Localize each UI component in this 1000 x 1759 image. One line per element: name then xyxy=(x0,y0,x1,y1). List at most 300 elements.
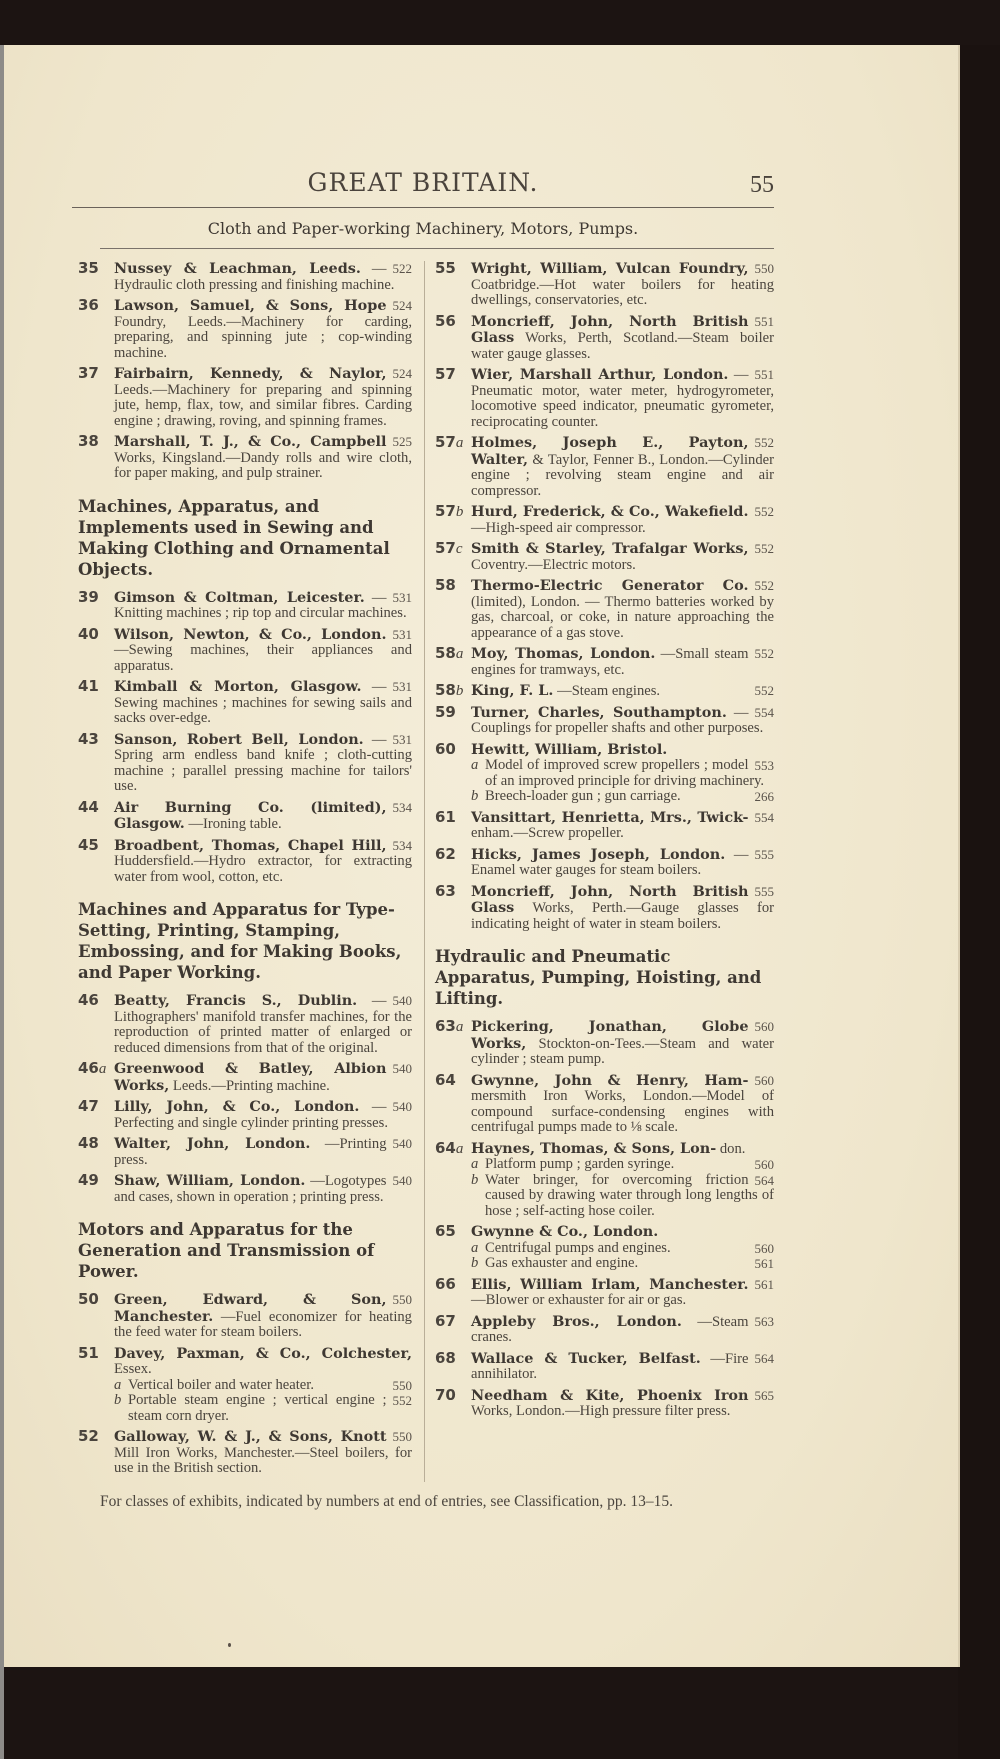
page-content xyxy=(72,167,774,1512)
exhibit-entry xyxy=(435,1138,774,1220)
section-heading: Hydraulic and Pneumatic Apparatus, Pumping, Hoisting, and Lifting. xyxy=(435,947,762,1008)
exhibit-text xyxy=(471,1277,774,1309)
exhibit-description: —Steam cranes. xyxy=(471,1313,749,1345)
exhibit-entry xyxy=(435,1274,774,1309)
exhibit-entry xyxy=(435,541,774,573)
exhibit-text xyxy=(471,847,774,879)
exhibit-number-value: 50 xyxy=(78,1290,99,1308)
exhibit-description: —Spring arm endless band knife ; cloth-cutting machine ; parallel pressing machine for tailors' use. xyxy=(114,731,412,794)
exhibit-text xyxy=(114,679,412,727)
exhibit-number xyxy=(78,1173,112,1189)
exhibit-number xyxy=(435,435,469,452)
exhibit-sub-item xyxy=(471,789,774,805)
exhibit-text xyxy=(114,590,412,622)
exhibit-entry xyxy=(78,1292,412,1341)
exhibitor-name: King, F. L. xyxy=(471,682,554,699)
exhibit-number-value: 70 xyxy=(435,1385,456,1404)
class-number: 552 xyxy=(754,541,774,556)
exhibit-number xyxy=(435,683,469,700)
class-number: 555 xyxy=(754,883,774,899)
exhibit-number xyxy=(78,434,112,450)
exhibitor-name: Fairbairn, Kennedy, & Naylor, xyxy=(114,365,387,382)
exhibit-text xyxy=(114,993,412,1056)
class-number: 531 xyxy=(392,679,412,694)
exhibit-number xyxy=(78,624,112,643)
exhibit-entry xyxy=(78,587,412,622)
exhibit-entry xyxy=(435,739,774,805)
exhibit-number-value: 46 xyxy=(78,991,99,1009)
exhibit-description: & Taylor, Fenner B., London.—Cylinder engine ; revolving steam engine and air compressor. xyxy=(471,451,774,499)
exhibit-number-value: 57 xyxy=(435,502,456,520)
exhibit-entry xyxy=(435,1070,774,1136)
exhibit-number xyxy=(78,1061,112,1078)
exhibit-description: mersmith Iron Works, London.—Model of compound surface-condensing engines with centrifugal pumps made to ⅛ scale. xyxy=(471,1088,774,1135)
exhibit-number xyxy=(435,881,469,900)
sub-item-letter: b xyxy=(471,788,479,804)
exhibit-description: —Enamel water gauges for steam boilers. xyxy=(471,846,749,878)
exhibit-entry xyxy=(435,311,774,363)
exhibit-description: Foundry, Leeds.—Machinery for carding, preparing, and spinning jute ; cop-winding machine. xyxy=(114,313,412,361)
exhibit-number-value: 55 xyxy=(435,259,456,277)
exhibit-text xyxy=(471,1019,774,1068)
class-number: 553 xyxy=(754,758,774,773)
exhibitor-name: Wier, Marshall Arthur, London. xyxy=(471,366,729,383)
exhibit-entry xyxy=(435,367,774,430)
exhibit-description: —Sewing machines, their appliances and apparatus. xyxy=(114,642,412,674)
exhibit-text xyxy=(114,1173,412,1205)
exhibit-number xyxy=(78,1136,112,1152)
exhibitor-name: Walter, John, London. xyxy=(114,1135,311,1152)
exhibit-number-value: 63 xyxy=(435,881,456,900)
sub-item-letter: b xyxy=(114,1392,122,1408)
scan-right-background xyxy=(958,45,1000,1759)
exhibit-sub-item xyxy=(114,1393,412,1424)
exhibit-entry xyxy=(435,435,774,499)
left-column xyxy=(72,261,424,1482)
subtitle-rule xyxy=(100,248,774,249)
exhibit-description: (limited), London. — Thermo batteries worked by gas, charcoal, or coke, in nature approaching the appearance of a gas stove. xyxy=(471,593,774,641)
exhibit-number-value: 60 xyxy=(435,739,456,758)
running-head xyxy=(72,167,774,199)
exhibitor-name: Wilson, Newton, & Co., London. xyxy=(114,625,387,643)
class-number: 554 xyxy=(754,809,774,825)
exhibit-number xyxy=(435,311,469,330)
exhibit-number-value: 63 xyxy=(435,1017,456,1035)
sub-item-text: Gas exhauster and engine. xyxy=(485,1255,639,1271)
exhibit-entry xyxy=(78,1099,412,1131)
exhibit-entry xyxy=(435,1385,774,1420)
exhibitor-name: Beatty, Francis S., Dublin. xyxy=(114,992,358,1009)
exhibit-text xyxy=(114,1346,412,1378)
sub-item-letter: b xyxy=(471,1171,479,1188)
exhibit-number-value: 45 xyxy=(78,835,99,854)
class-number: 564 xyxy=(754,1350,774,1366)
exhibit-number-value: 66 xyxy=(435,1274,456,1293)
entry-list xyxy=(78,261,412,482)
exhibit-number xyxy=(435,844,469,863)
exhibit-number xyxy=(435,1138,469,1158)
exhibit-text xyxy=(114,1292,412,1341)
sub-item-text: Model of improved screw propellers ; model of an improved principle for driving machinery. xyxy=(485,757,765,789)
exhibit-number-value: 59 xyxy=(435,702,456,721)
right-column xyxy=(425,261,774,1482)
exhibitor-name: Gimson & Coltman, Leicester. xyxy=(114,588,365,606)
exhibitor-name: Vansittart, Henrietta, Mrs., Twick- xyxy=(471,808,749,826)
exhibit-description: Works, London.—High pressure filter press. xyxy=(471,1403,731,1419)
exhibit-text xyxy=(471,504,774,536)
exhibit-number-value: 57 xyxy=(435,433,456,451)
exhibit-number-suffix: c xyxy=(455,541,463,557)
exhibit-number xyxy=(78,993,112,1009)
class-number: 552 xyxy=(392,1393,412,1408)
exhibit-text xyxy=(114,366,412,429)
exhibit-sub-item xyxy=(471,1157,774,1173)
exhibit-sub-item xyxy=(471,758,774,789)
exhibit-entry xyxy=(435,702,774,737)
class-number: 551 xyxy=(754,367,774,382)
exhibit-text xyxy=(471,1388,774,1420)
exhibit-text xyxy=(114,800,412,833)
exhibit-entry xyxy=(78,679,412,727)
exhibit-number-suffix: b xyxy=(455,504,464,520)
exhibit-number-value: 58 xyxy=(435,576,456,594)
exhibit-description: Leeds.—Machinery for preparing and spinning jute, hemp, flax, tow, and similar fibres. Carding engine ; drawing, roving, and spinning frames. xyxy=(114,381,412,429)
exhibit-number xyxy=(78,587,112,606)
exhibit-entry xyxy=(78,1136,412,1168)
exhibit-number xyxy=(78,1429,112,1445)
class-number: 266 xyxy=(754,789,774,804)
exhibit-entry xyxy=(78,1429,412,1477)
exhibit-entry xyxy=(435,261,774,309)
exhibit-number xyxy=(78,298,112,314)
exhibit-entry xyxy=(78,298,412,361)
exhibit-entry xyxy=(78,624,412,675)
class-number: 555 xyxy=(754,846,774,862)
exhibit-number-suffix: a xyxy=(455,1140,464,1157)
class-number: 531 xyxy=(392,626,412,642)
sub-item-text: Vertical boiler and water heater. xyxy=(128,1376,314,1393)
exhibit-number xyxy=(435,1224,469,1240)
exhibit-description: —Perfecting and single cylinder printing presses. xyxy=(114,1099,388,1131)
exhibitor-name: Hewitt, William, Bristol. xyxy=(471,740,668,758)
sub-item-text: Portable steam engine ; vertical engine ; steam corn dryer. xyxy=(128,1392,387,1424)
book-page xyxy=(4,45,958,1667)
class-number: 561 xyxy=(754,1276,774,1292)
exhibit-number-value: 35 xyxy=(78,259,99,277)
class-number: 550 xyxy=(392,1429,412,1444)
exhibit-description: Mill Iron Works, Manchester.—Steel boilers, for use in the British section. xyxy=(114,1444,412,1476)
sub-item-text: Platform pump ; garden syringe. xyxy=(485,1156,675,1172)
class-number: 552 xyxy=(754,578,774,593)
exhibit-text xyxy=(471,646,774,678)
exhibitor-name: Wallace & Tucker, Belfast. xyxy=(471,1349,701,1367)
exhibit-sub-item xyxy=(471,1256,774,1272)
exhibit-text xyxy=(471,435,774,499)
exhibit-number-value: 57 xyxy=(435,365,456,383)
exhibitor-name: Hicks, James Joseph, London. xyxy=(471,845,726,863)
exhibit-number xyxy=(78,797,112,816)
exhibit-description: Works, Kingsland.—Dandy rolls and wire cloth, for paper making, and pulp strainer. xyxy=(114,449,412,481)
exhibit-text xyxy=(114,838,412,886)
exhibit-number-value: 57 xyxy=(435,539,456,557)
exhibitor-name: Moncrieff, John, North British Glass xyxy=(471,882,749,916)
exhibit-description: —Blower or exhauster for air or gas. xyxy=(471,1292,687,1308)
exhibit-number xyxy=(435,541,469,558)
exhibit-number xyxy=(78,835,112,854)
class-number: 525 xyxy=(392,434,412,449)
exhibit-number xyxy=(435,1385,469,1404)
exhibitor-name: Nussey & Leachman, Leeds. xyxy=(114,260,361,277)
two-column-body xyxy=(72,261,774,1482)
exhibitor-name: Marshall, T. J., & Co., Campbell xyxy=(114,433,387,450)
exhibit-description: Coatbridge.—Hot water boilers for heating dwellings, conservatories, etc. xyxy=(471,276,774,308)
exhibitor-name: Turner, Charles, Southampton. xyxy=(471,703,727,721)
exhibit-number-value: 38 xyxy=(78,432,99,450)
exhibit-number xyxy=(435,1274,469,1293)
entry-list xyxy=(435,1019,774,1420)
exhibit-number xyxy=(435,646,469,663)
exhibit-sub-item xyxy=(471,1241,774,1257)
exhibit-number xyxy=(435,807,469,826)
exhibit-entry xyxy=(78,729,412,795)
exhibitor-name: Lawson, Samuel, & Sons, Hope xyxy=(114,297,387,314)
exhibit-entry xyxy=(435,1019,774,1068)
running-title: GREAT BRITAIN. xyxy=(307,168,539,197)
exhibit-description: —Couplings for propeller shafts and other purposes. xyxy=(471,704,764,736)
exhibitor-name: Greenwood & Batley, Albion Works, xyxy=(114,1060,387,1094)
exhibitor-name: Haynes, Thomas, & Sons, Lon- xyxy=(471,1139,717,1157)
class-number: 565 xyxy=(754,1387,774,1403)
exhibit-entry xyxy=(435,504,774,536)
class-number: 560 xyxy=(754,1019,774,1034)
exhibit-number xyxy=(78,1099,112,1115)
exhibit-text xyxy=(471,578,774,641)
class-number: 560 xyxy=(754,1240,774,1256)
exhibit-number-value: 46 xyxy=(78,1059,99,1077)
exhibit-number-suffix: a xyxy=(455,1019,464,1035)
exhibitor-name: Holmes, Joseph E., Payton, Walter, xyxy=(471,434,749,468)
sub-item-letter: b xyxy=(471,1255,479,1271)
exhibit-number xyxy=(435,504,469,521)
page-subtitle: Cloth and Paper-working Machinery, Motors, Pumps. xyxy=(207,219,639,238)
exhibit-text xyxy=(114,627,412,675)
entry-list xyxy=(78,993,412,1205)
class-number: 551 xyxy=(754,313,774,329)
exhibit-description: Huddersfield.—Hydro extractor, for extracting water from wool, cotton, etc. xyxy=(114,853,412,885)
exhibit-number-value: 47 xyxy=(78,1097,99,1115)
exhibit-number xyxy=(78,729,112,748)
sub-item-text: Breech-loader gun ; gun carriage. xyxy=(485,788,681,804)
exhibit-number xyxy=(435,1070,469,1089)
exhibitor-name: Air Burning Co. (limited), Glasgow. xyxy=(114,798,387,832)
exhibit-number-value: 51 xyxy=(78,1343,99,1362)
exhibit-number-value: 61 xyxy=(435,807,456,826)
exhibit-description: —Lithographers' manifold transfer machines, for the reproduction of printed matter of enlarged or reduced dimensions from that of the original. xyxy=(114,993,412,1056)
exhibitor-name: Smith & Starley, Trafalgar Works, xyxy=(471,540,749,557)
exhibitor-name: Moncrieff, John, North British Glass xyxy=(471,312,749,346)
entry-list xyxy=(78,1292,412,1477)
exhibit-description: —Steam engines. xyxy=(557,683,661,699)
exhibit-description: —Small steam engines for tramways, etc. xyxy=(471,646,749,678)
class-number: 524 xyxy=(392,298,412,313)
exhibit-text xyxy=(471,314,774,363)
class-number: 524 xyxy=(392,366,412,381)
exhibit-number-value: 49 xyxy=(78,1171,99,1189)
exhibit-text xyxy=(114,732,412,795)
footer-note: For classes of exhibits, indicated by numbers at end of entries, see Classification, pp. 13–15. xyxy=(100,1492,673,1510)
exhibit-number-value: 44 xyxy=(78,797,99,816)
exhibit-description: —Fuel economizer for heating the feed water for steam boilers. xyxy=(114,1308,412,1340)
exhibit-number xyxy=(78,261,112,277)
exhibitor-name: Needham & Kite, Phoenix Iron xyxy=(471,1386,749,1404)
exhibit-description: Leeds.—Printing machine. xyxy=(172,1077,330,1094)
class-number: 540 xyxy=(392,1061,412,1076)
exhibit-number-value: 67 xyxy=(435,1311,456,1330)
class-number: 550 xyxy=(754,261,774,276)
exhibit-description: don. xyxy=(719,1140,746,1157)
exhibitor-name: Appleby Bros., London. xyxy=(471,1312,682,1330)
exhibit-number-value: 68 xyxy=(435,1348,456,1367)
exhibit-text xyxy=(114,261,412,293)
exhibit-number-value: 58 xyxy=(435,681,456,699)
exhibit-number-value: 48 xyxy=(78,1134,99,1152)
section-heading: Motors and Apparatus for the Generation and Transmission of Power. xyxy=(78,1220,375,1281)
exhibit-number-value: 64 xyxy=(435,1138,456,1157)
exhibit-text xyxy=(471,705,774,737)
exhibit-entry xyxy=(435,578,774,641)
class-number: 564 xyxy=(754,1172,774,1188)
class-number: 534 xyxy=(392,837,412,853)
exhibit-entry xyxy=(435,1311,774,1346)
class-number: 534 xyxy=(392,799,412,815)
class-number: 560 xyxy=(754,1072,774,1088)
entry-list xyxy=(435,261,774,932)
exhibit-sub-item xyxy=(114,1378,412,1394)
exhibit-number xyxy=(435,1019,469,1036)
exhibitor-name: Sanson, Robert Bell, London. xyxy=(114,730,364,748)
exhibit-number xyxy=(78,1292,112,1308)
sub-item-letter: a xyxy=(471,1239,479,1256)
sub-item-letter: a xyxy=(471,1156,479,1172)
exhibit-entry xyxy=(435,881,775,933)
exhibit-number-value: 56 xyxy=(435,311,456,330)
section-heading: Machines and Apparatus for Type-Setting, Printing, Stamping, Embossing, and for Making Books, and Paper Working. xyxy=(78,900,402,982)
sub-item-letter: a xyxy=(114,1376,122,1393)
exhibit-entry xyxy=(78,261,412,293)
class-number: 552 xyxy=(754,646,774,661)
class-number: 561 xyxy=(754,1256,774,1271)
exhibit-entry xyxy=(78,835,412,886)
exhibitor-name: Ellis, William Irlam, Manchester. xyxy=(471,1275,749,1293)
exhibit-entry xyxy=(78,1061,412,1094)
exhibit-number-value: 62 xyxy=(435,844,456,863)
exhibit-entry xyxy=(435,807,774,842)
exhibit-number xyxy=(78,366,112,382)
exhibit-entry xyxy=(78,1343,412,1425)
sub-item-letter: a xyxy=(471,757,479,773)
class-number: 563 xyxy=(754,1313,774,1329)
exhibit-number-suffix: b xyxy=(455,683,464,699)
sub-item-text: Water bringer, for overcoming friction caused by drawing water through long lengths of hose ; self-acting hose coiler. xyxy=(485,1171,774,1219)
exhibitor-name: Lilly, John, & Co., London. xyxy=(114,1098,360,1115)
exhibit-description: Works, Perth, Scotland.—Steam boiler water gauge glasses. xyxy=(471,330,774,362)
page-number: 55 xyxy=(750,172,774,198)
exhibit-number-value: 41 xyxy=(78,677,99,695)
exhibit-number-value: 64 xyxy=(435,1070,456,1089)
exhibit-text xyxy=(471,1073,774,1136)
exhibit-number xyxy=(435,739,469,758)
section-heading: Machines, Apparatus, and Implements used in Sewing and Making Clothing and Ornamental Objects. xyxy=(78,496,390,579)
exhibit-description: —Knitting machines ; rip top and circular machines. xyxy=(114,589,407,621)
exhibit-number-suffix: a xyxy=(455,435,464,451)
exhibit-description: —Hydraulic cloth pressing and finishing machine. xyxy=(114,261,395,293)
exhibit-number xyxy=(435,1311,469,1330)
exhibit-entry xyxy=(78,366,412,429)
header-rule xyxy=(72,207,774,208)
exhibit-number xyxy=(435,261,469,277)
exhibit-number-value: 58 xyxy=(435,644,456,662)
exhibit-text xyxy=(114,434,412,482)
class-number: 560 xyxy=(754,1157,774,1172)
exhibit-description: Stockton-on-Tees.—Steam and water cylinder ; steam pump. xyxy=(471,1035,774,1067)
class-number: 540 xyxy=(392,1173,412,1188)
exhibit-number-value: 65 xyxy=(435,1222,456,1240)
exhibit-text xyxy=(471,261,774,309)
exhibit-entry xyxy=(435,1224,774,1272)
exhibit-number xyxy=(78,679,112,695)
exhibit-entry xyxy=(435,844,774,879)
exhibitor-name: Gwynne & Co., London. xyxy=(471,1223,659,1240)
exhibit-number xyxy=(435,1348,469,1367)
exhibit-text xyxy=(114,298,412,361)
entry-list xyxy=(78,587,412,886)
class-number: 550 xyxy=(392,1377,412,1393)
class-number: 552 xyxy=(754,435,774,450)
class-number: 552 xyxy=(754,504,774,519)
exhibit-description: Works, Perth.—Gauge glasses for indicating height of water in steam boilers. xyxy=(471,900,775,932)
exhibit-entry xyxy=(78,434,412,482)
exhibitor-name: Pickering, Jonathan, Globe Works, xyxy=(471,1018,749,1052)
exhibit-number xyxy=(435,702,469,721)
exhibit-text xyxy=(471,683,774,700)
exhibitor-name: Davey, Paxman, & Co., Colchester, xyxy=(114,1344,412,1362)
exhibit-sub-item xyxy=(471,1173,774,1220)
exhibit-number-suffix: a xyxy=(455,646,464,662)
exhibitor-name: Gwynne, John & Henry, Ham- xyxy=(471,1071,749,1089)
exhibit-entry xyxy=(78,797,412,833)
exhibit-text xyxy=(114,1136,412,1168)
exhibitor-name: Wright, William, Vulcan Foundry, xyxy=(471,260,749,277)
exhibit-description: —Fire annihilator. xyxy=(471,1350,749,1382)
exhibitor-name: Green, Edward, & Son, Manchester. xyxy=(114,1291,387,1325)
class-number: 554 xyxy=(754,704,774,720)
class-number: 540 xyxy=(392,1099,412,1114)
exhibit-text xyxy=(471,1351,774,1383)
exhibitor-name: Thermo-Electric Generator Co. xyxy=(471,577,749,594)
exhibit-entry xyxy=(78,993,412,1056)
class-number: 531 xyxy=(392,731,412,747)
exhibit-text xyxy=(114,1429,412,1477)
exhibit-description: Essex. xyxy=(114,1361,152,1377)
exhibit-description: enham.—Screw propeller. xyxy=(471,825,624,841)
class-number: 531 xyxy=(392,589,412,605)
exhibit-entry xyxy=(435,683,774,700)
exhibit-text xyxy=(471,541,774,573)
exhibit-number xyxy=(435,578,469,594)
exhibit-number-value: 36 xyxy=(78,296,99,314)
exhibit-number xyxy=(78,1343,112,1362)
exhibit-text xyxy=(114,1061,412,1094)
